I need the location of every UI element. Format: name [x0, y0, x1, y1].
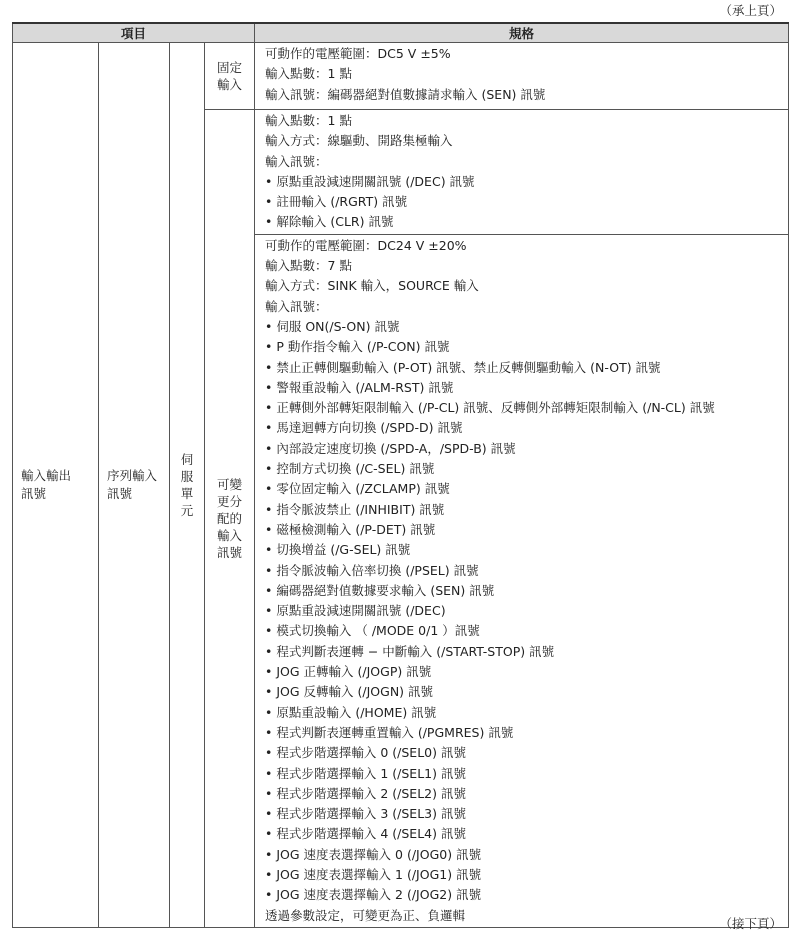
group1-bullet: • 解除輸入 (CLR) 訊號 — [265, 212, 784, 232]
group2-bullet: • JOG 速度表選擇輸入 1 (/JOG1) 訊號 — [265, 865, 784, 885]
group2-bullet: • 磁極檢測輸入 (/P-DET) 訊號 — [265, 520, 784, 540]
group1-bullet: • 原點重設減速開關訊號 (/DEC) 訊號 — [265, 172, 784, 192]
subcategory-label — [99, 43, 170, 928]
group2-bullet: • 程式步階選擇輸入 0 (/SEL0) 訊號 — [265, 743, 784, 763]
group2-bullet: • 程式步階選擇輸入 3 (/SEL3) 訊號 — [265, 804, 784, 824]
group2-bullet: • 警報重設輸入 (/ALM-RST) 訊號 — [265, 378, 784, 398]
continued-to-note: （接下頁） — [719, 916, 782, 931]
group2-bullet: • 正轉側外部轉矩限制輸入 (/P-CL) 訊號、反轉側外部轉矩限制輸入 (/N-CL) 訊號 — [265, 398, 784, 418]
group2-bullet: • P 動作指令輸入 (/P-CON) 訊號 — [265, 337, 784, 357]
fixed-line: 輸入訊號：編碼器絕對值數據請求輸入 (SEN) 訊號 — [265, 86, 546, 102]
fixed-input-row — [13, 43, 789, 110]
group2-bullet: • 指令脈波禁止 (/INHIBIT) 訊號 — [265, 500, 784, 520]
group2-bullet: • 控制方式切換 (/C-SEL) 訊號 — [265, 459, 784, 479]
fixed-input-specs — [255, 43, 789, 110]
fixed-input-label — [205, 43, 255, 110]
group2-bullet: • 原點重設減速開關訊號 (/DEC) — [265, 601, 784, 621]
group1-line: 輸入訊號： — [265, 153, 328, 169]
assignable-group1-specs — [255, 110, 789, 235]
spec-table — [12, 22, 789, 928]
group1-line: 輸入方式：線驅動、開路集極輸入 — [265, 133, 453, 149]
group2-bullet: • 程式步階選擇輸入 4 (/SEL4) 訊號 — [265, 824, 784, 844]
group1-bullet: • 註冊輸入 (/RGRT) 訊號 — [265, 192, 784, 212]
group1-line: 輸入點數：1 點 — [265, 113, 352, 128]
group2-bullet: • JOG 速度表選擇輸入 0 (/JOG0) 訊號 — [265, 845, 784, 865]
group2-bullet: • 馬達迴轉方向切換 (/SPD-D) 訊號 — [265, 418, 784, 438]
group2-bullet: • JOG 速度表選擇輸入 2 (/JOG2) 訊號 — [265, 885, 784, 905]
group2-bullet: • 模式切換輸入 （ /MODE 0/1 ）訊號 — [265, 621, 784, 641]
group2-bullet: • 程式判斷表運轉 − 中斷輸入 (/START-STOP) 訊號 — [265, 642, 784, 662]
group2-bullet: • 切換增益 (/G-SEL) 訊號 — [265, 540, 784, 560]
continued-from-note: （承上頁） — [719, 3, 782, 18]
group2-line: 可動作的電壓範圍：DC24 V ±20% — [265, 237, 467, 253]
category-label — [13, 43, 99, 928]
header-row — [13, 23, 789, 43]
group2-bullet: • 程式判斷表運轉重置輸入 (/PGMRES) 訊號 — [265, 723, 784, 743]
group2-line: 輸入方式：SINK 輸入，SOURCE 輸入 — [265, 278, 479, 294]
group2-bullet: • JOG 反轉輸入 (/JOGN) 訊號 — [265, 682, 784, 702]
group2-line: 輸入訊號： — [265, 298, 328, 314]
assignable-group2-specs — [255, 234, 789, 927]
group2-bullet: • JOG 正轉輸入 (/JOGP) 訊號 — [265, 662, 784, 682]
subcategory-text: 序列輸入 訊號 — [107, 467, 158, 501]
header-item: 項目 — [13, 23, 255, 43]
header-spec: 規格 — [255, 23, 789, 43]
group2-footer: 透過參數設定，可變更為正、負邏輯 — [265, 907, 466, 923]
unit-label — [170, 43, 205, 928]
group2-bullet: • 程式步階選擇輸入 2 (/SEL2) 訊號 — [265, 784, 784, 804]
group2-bullet: • 指令脈波輸入倍率切換 (/PSEL) 訊號 — [265, 561, 784, 581]
assignable-text: 可變 更分 配的 輸入 訊號 — [217, 476, 243, 560]
fixed-input-text: 固定 輸入 — [217, 60, 243, 92]
fixed-line: 可動作的電壓範圍：DC5 V ±5% — [265, 46, 451, 61]
group2-bullet: • 原點重設輸入 (/HOME) 訊號 — [265, 703, 784, 723]
group2-bullet: • 零位固定輸入 (/ZCLAMP) 訊號 — [265, 479, 784, 499]
unit-text: 伺 服 單 元 — [180, 451, 194, 518]
category-text: 輸入輸出 訊號 — [21, 467, 72, 501]
group2-bullet: • 禁止正轉側驅動輸入 (P-OT) 訊號、禁止反轉側驅動輸入 (N-OT) 訊號 — [265, 358, 784, 378]
assignable-label — [205, 110, 255, 928]
fixed-line: 輸入點數：1 點 — [265, 66, 352, 82]
group2-bullet: • 編碼器絕對值數據要求輸入 (SEN) 訊號 — [265, 581, 784, 601]
group2-bullet: • 程式步階選擇輸入 1 (/SEL1) 訊號 — [265, 764, 784, 784]
group2-line: 輸入點數：7 點 — [265, 258, 352, 274]
group2-bullet: • 內部設定速度切換 (/SPD-A，/SPD-B) 訊號 — [265, 439, 784, 459]
group2-bullet: • 伺服 ON(/S-ON) 訊號 — [265, 317, 784, 337]
